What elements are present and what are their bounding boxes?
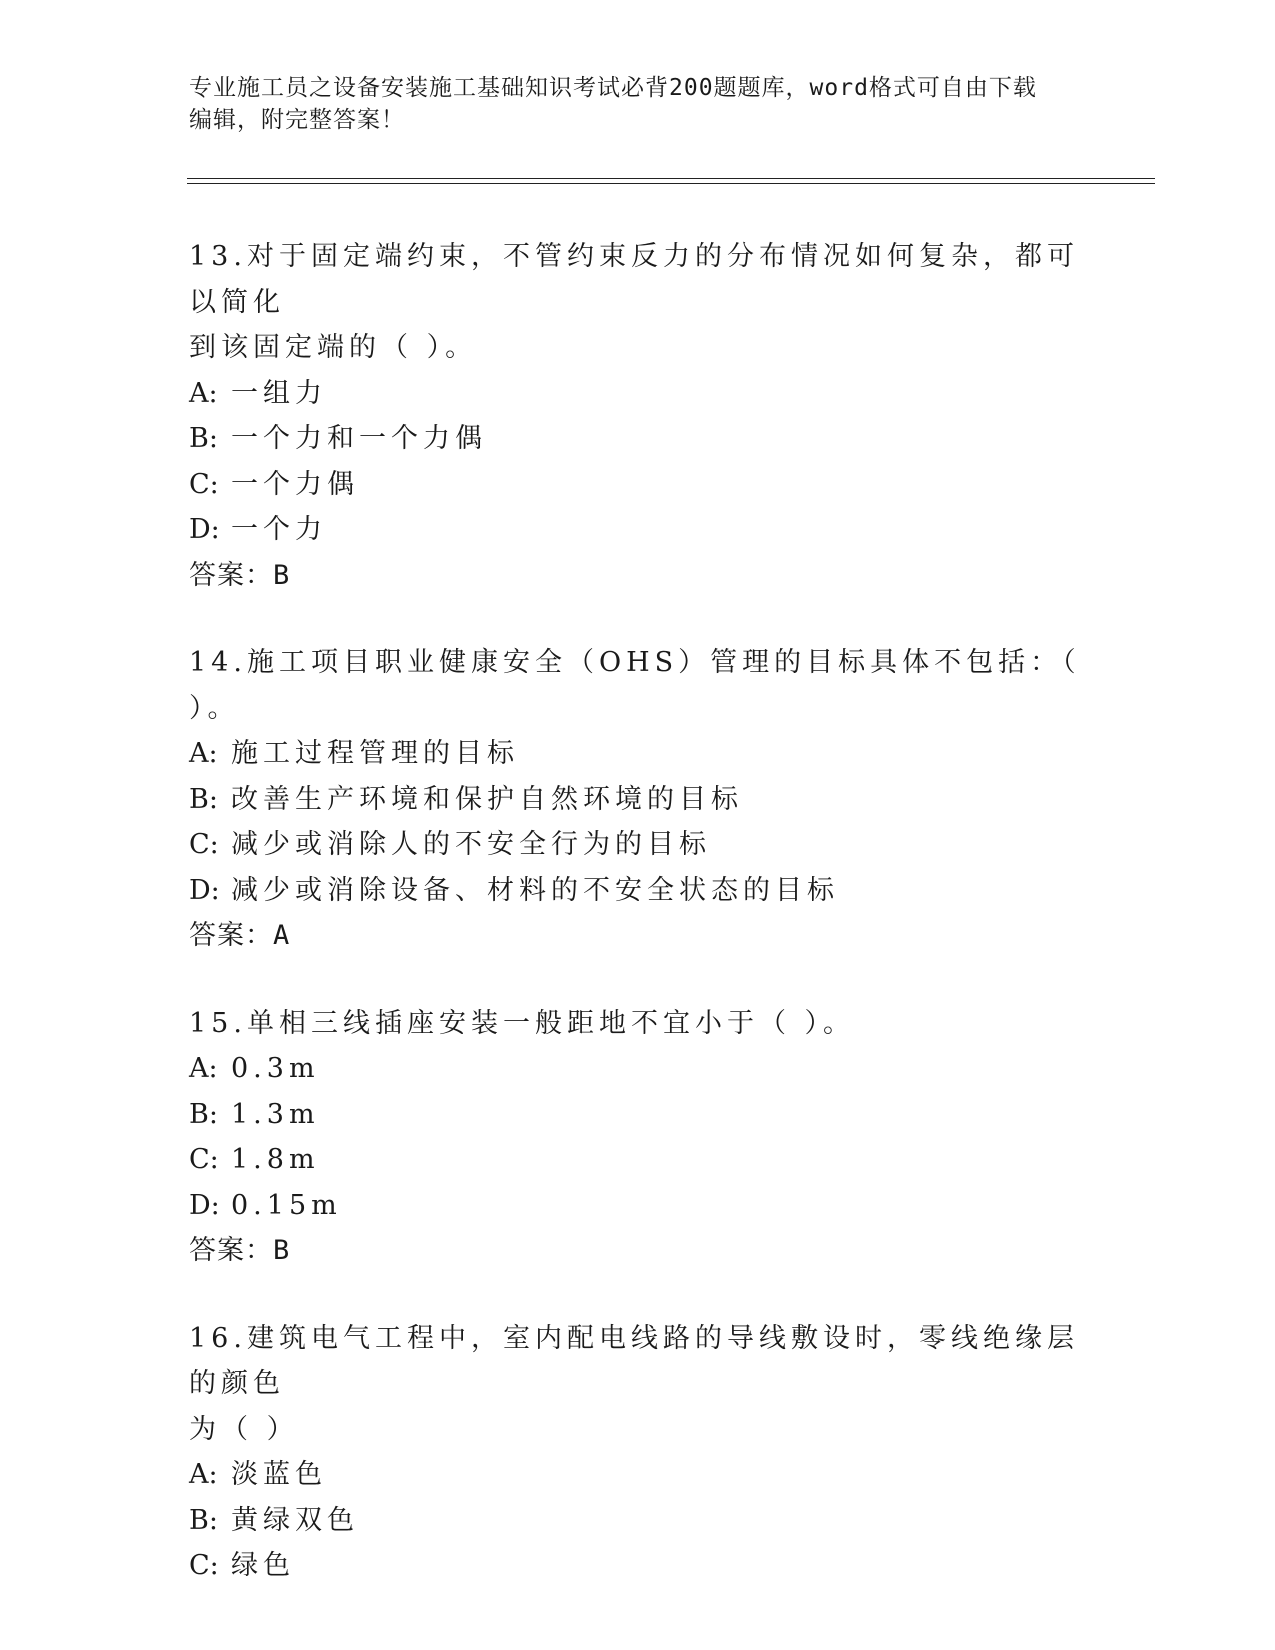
option-a [189,731,1089,777]
option-c [189,1543,1089,1589]
option-b [189,1498,1089,1544]
answer-line [189,913,1089,959]
option-letter: A: [189,1053,218,1084]
option-a [189,1452,1089,1498]
option-b [189,1092,1089,1138]
header-divider-top [187,178,1155,179]
option-b [189,777,1089,823]
option-text: 0.15m [231,1189,342,1221]
option-text: 淡蓝色 [231,1459,327,1490]
header-line-1: 专业施工员之设备安装施工基础知识考试必背200题题库，word格式可自由下载 [189,75,1037,101]
option-text: 一个力 [231,514,327,545]
question-stem-line-2: 为（ ） [189,1413,299,1445]
question-14 [189,640,1089,959]
option-letter: B: [189,423,218,454]
option-text: 改善生产环境和保护自然环境的目标 [231,783,743,815]
option-text: 1.8m [231,1144,320,1175]
question-stem-line-2: 到该固定端的（ ）。 [189,332,478,363]
answer-line [189,1228,1089,1274]
option-letter: D: [189,1189,220,1221]
option-a [189,1046,1089,1092]
answer-label: 答案： [189,559,273,591]
option-b [189,416,1089,462]
answer-line [189,553,1089,599]
option-text: 一个力和一个力偶 [231,423,487,454]
option-text: 一组力 [231,377,327,409]
question-stem-line-1: 15.单相三线插座安装一般距地不宜小于（ ）。 [189,1007,856,1039]
option-letter: C: [189,829,219,860]
option-c [189,822,1089,868]
option-letter: B: [189,1098,218,1130]
answer-value: A [273,920,291,951]
option-d [189,1183,1089,1229]
question-13 [189,234,1089,598]
option-a [189,371,1089,417]
option-text: 0.3m [231,1053,320,1084]
option-letter: B: [189,1504,218,1536]
question-16 [189,1316,1089,1589]
question-list [189,234,1089,1631]
answer-label: 答案： [189,920,273,951]
option-text: 1.3m [231,1098,320,1130]
option-letter: C: [189,468,219,500]
option-text: 减少或消除设备、材料的不安全状态的目标 [231,874,839,906]
option-c [189,462,1089,508]
answer-label: 答案： [189,1235,273,1266]
option-letter: C: [189,1144,219,1175]
option-text: 施工过程管理的目标 [231,738,519,769]
option-letter: A: [189,1459,218,1490]
option-letter: B: [189,783,218,815]
question-stem-line-1: 16.建筑电气工程中，室内配电线路的导线敷设时，零线绝缘层的颜色 [189,1322,1079,1399]
question-stem-line-1: 13.对于固定端约束，不管约束反力的分布情况如何复杂，都可以简化 [189,241,1079,318]
document-header [189,72,1079,136]
question-stem-line-1: 14.施工项目职业健康安全（OHS）管理的目标具体不包括：（ ）。 [189,647,1081,724]
header-divider-bottom [187,183,1155,184]
option-letter: A: [189,738,218,769]
answer-value: B [273,1235,291,1266]
question-15 [189,1001,1089,1274]
option-text: 减少或消除人的不安全行为的目标 [231,829,711,860]
option-letter: D: [189,514,220,545]
header-line-2: 编辑，附完整答案！ [189,107,405,133]
option-letter: D: [189,874,220,906]
option-d [189,868,1089,914]
option-c [189,1137,1089,1183]
option-letter: A: [189,377,218,409]
option-text: 绿色 [231,1550,295,1581]
option-letter: C: [189,1550,219,1581]
option-text: 一个力偶 [231,468,359,500]
option-d [189,507,1089,553]
answer-value: B [273,559,291,591]
option-text: 黄绿双色 [231,1504,359,1536]
